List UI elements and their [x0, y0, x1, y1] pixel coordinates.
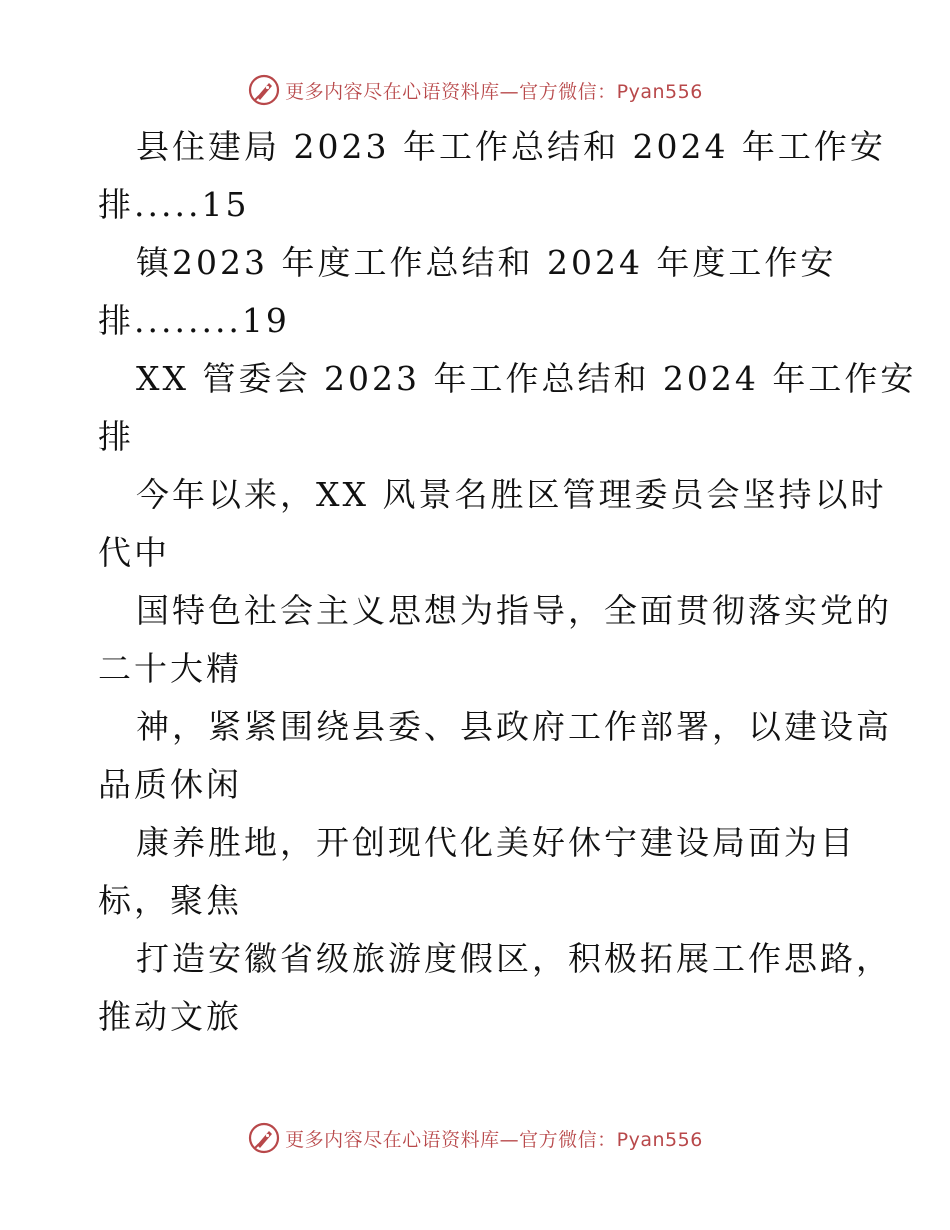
footer-banner — [0, 1118, 950, 1158]
document-line: 国特色社会主义思想为指导，全面贯彻落实党的 — [136, 591, 892, 630]
document-line: 二十大精 — [98, 649, 242, 688]
header-banner-text: 更多内容尽在心语资料库—官方微信：Pyan556 — [285, 80, 703, 103]
document-line: 代中 — [98, 533, 170, 572]
document-line: 镇2023 年度工作总结和 2024 年度工作安 — [136, 243, 837, 282]
document-line: 今年以来，XX 风景名胜区管理委员会坚持以时 — [136, 475, 887, 514]
document-body — [98, 118, 917, 1046]
document-line: 神，紧紧围绕县委、县政府工作部署，以建设高 — [136, 707, 892, 746]
document-line: 排 — [98, 417, 134, 456]
document-line: 品质休闲 — [98, 765, 242, 804]
document-line: 标，聚焦 — [98, 881, 242, 920]
footer-banner-text: 更多内容尽在心语资料库—官方微信：Pyan556 — [285, 1128, 703, 1151]
document-line: 打造安徽省级旅游度假区，积极拓展工作思路， — [136, 939, 892, 978]
document-line: 排.....15 — [98, 185, 250, 224]
document-line: 县住建局 2023 年工作总结和 2024 年工作安 — [136, 127, 886, 166]
document-line: XX 管委会 2023 年工作总结和 2024 年工作安 — [136, 359, 917, 398]
header-banner — [0, 70, 950, 110]
document-line: 排........19 — [98, 301, 290, 340]
pen-nib-logo-icon — [247, 1121, 281, 1155]
document-line: 推动文旅 — [98, 997, 242, 1036]
pen-nib-logo-icon — [247, 73, 281, 107]
document-line: 康养胜地，开创现代化美好休宁建设局面为目 — [136, 823, 856, 862]
